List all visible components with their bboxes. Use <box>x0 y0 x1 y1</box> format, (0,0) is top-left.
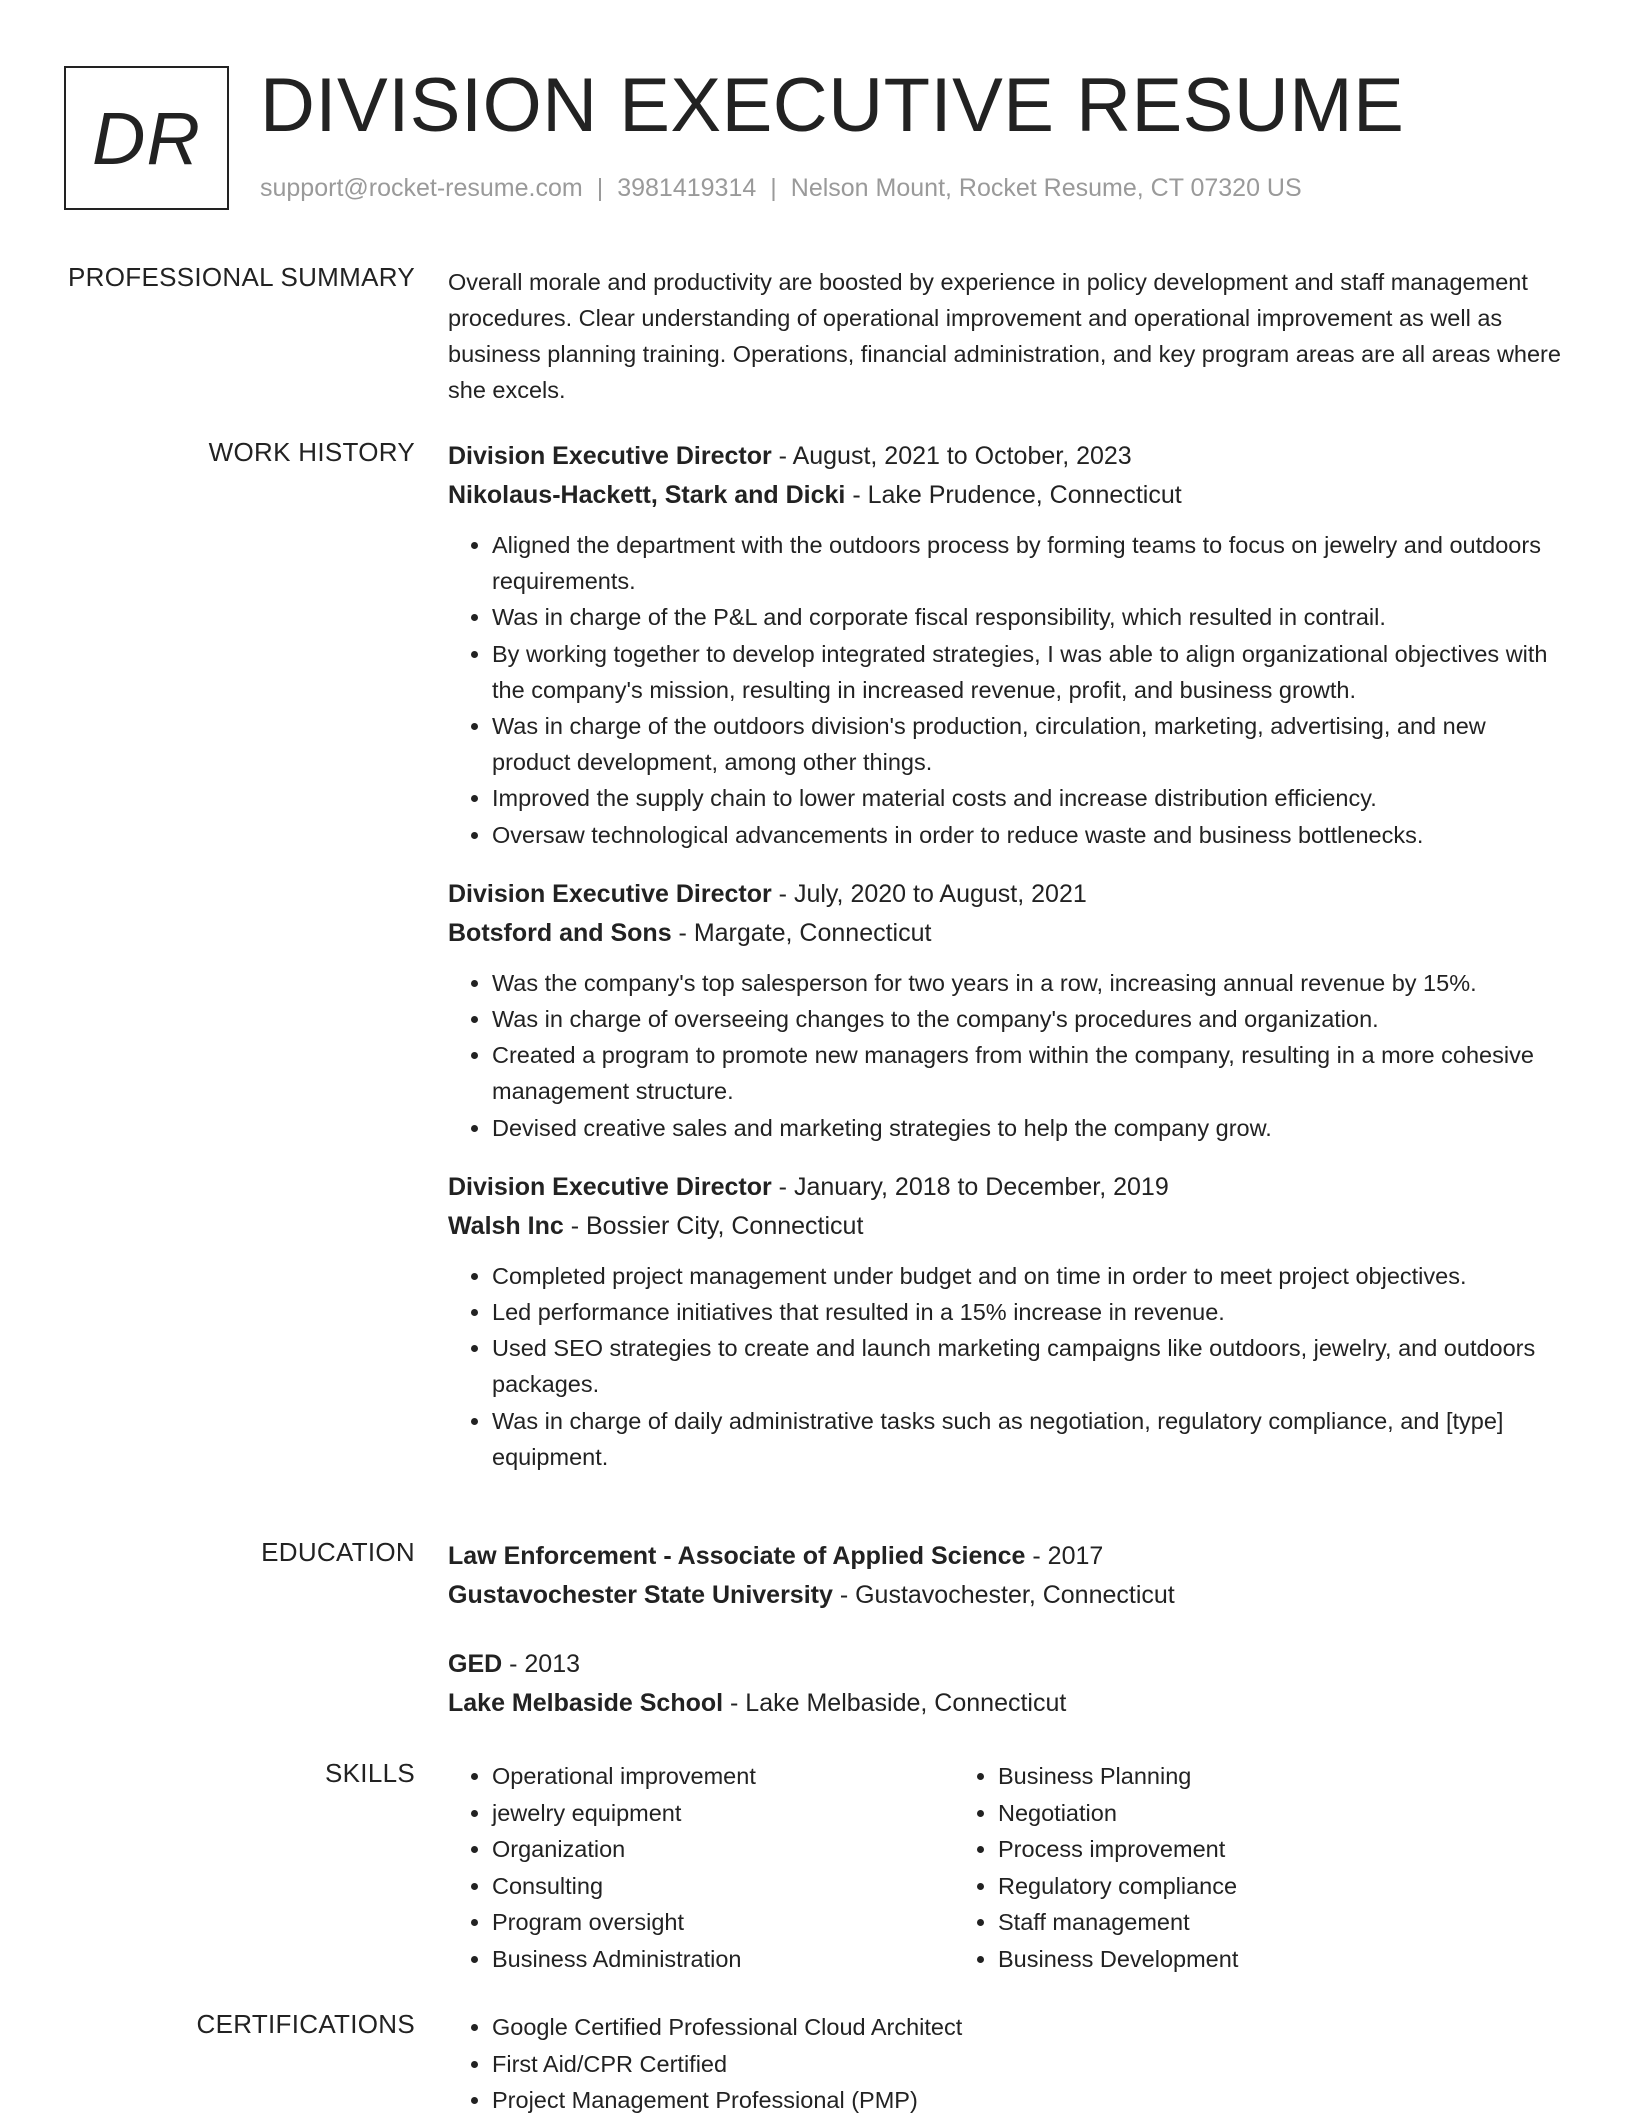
contact-separator: | <box>770 174 777 202</box>
job-location: - Bossier City, Connecticut <box>563 1211 864 1240</box>
job-bullet: • By working together to develop integrated strategies, I was able to align organizational objectives with the company's mission, resulting in increased revenue, profit, and business growth. <box>492 636 1568 708</box>
certification-item: • Google Certified Professional Cloud Architect <box>492 2009 1568 2046</box>
summary-text: Overall morale and productivity are boosted by experience in policy development and staff management procedures. Clear understanding of operational improvement and operational improvement as well as business planning training. Operations, financial administration, and key program areas are all areas where she excels. <box>448 269 1561 403</box>
job-bullet: • Used SEO strategies to create and launch marketing campaigns like outdoors, jewelry, and outdoors packages. <box>492 1330 1568 1402</box>
job-company: Botsford and Sons <box>448 918 672 947</box>
section-label-education: EDUCATION <box>261 1537 415 1567</box>
job-dates: - July, 2020 to August, 2021 <box>771 879 1087 908</box>
education-degree: GED <box>448 1650 503 1678</box>
certifications-body <box>448 2009 1568 2119</box>
job-bullet: • Was in charge of the P&L and corporate fiscal responsibility, which resulted in contrail. <box>492 599 1568 635</box>
job-entry <box>448 875 1568 1146</box>
education-location: - Gustavochester, Connecticut <box>832 1581 1175 1609</box>
job-company-line <box>448 914 1568 953</box>
job-bullets <box>448 1258 1568 1475</box>
job-bullet: • Oversaw technological advancements in order to reduce waste and business bottlenecks. <box>492 817 1568 853</box>
summary-body <box>448 262 1568 408</box>
skill-item: • Process improvement <box>998 1831 1460 1868</box>
certifications-list <box>448 2009 1568 2119</box>
job-company-line <box>448 476 1568 515</box>
job-bullets <box>448 527 1568 853</box>
skills-list-left <box>448 1758 954 1977</box>
job-entry <box>448 1168 1568 1475</box>
job-bullet: • Created a program to promote new managers from within the company, resulting in a more cohesive management structure. <box>492 1037 1568 1109</box>
education-location: - Lake Melbaside, Connecticut <box>723 1689 1067 1717</box>
education-body <box>448 1537 1568 1753</box>
section-label-summary: PROFESSIONAL SUMMARY <box>68 262 415 292</box>
contact-line <box>260 174 1302 203</box>
job-dates: - January, 2018 to December, 2019 <box>771 1172 1169 1201</box>
skill-item: • Organization <box>492 1831 954 1868</box>
education-entry <box>448 1537 1568 1615</box>
education-degree-line <box>448 1645 1568 1684</box>
job-dates: - August, 2021 to October, 2023 <box>771 442 1132 470</box>
job-title: Division Executive Director <box>448 879 772 908</box>
contact-separator: | <box>596 174 604 202</box>
education-year: - 2013 <box>502 1650 581 1678</box>
job-location: - Margate, Connecticut <box>671 918 932 947</box>
skill-item: • Operational improvement <box>492 1758 954 1795</box>
job-title-line <box>448 1168 1568 1207</box>
education-school: Lake Melbaside School <box>448 1689 724 1717</box>
job-bullet: • Aligned the department with the outdoors process by forming teams to focus on jewelry and outdoors requirements. <box>492 527 1568 599</box>
section-label-skills: SKILLS <box>325 1758 415 1788</box>
skill-item: • Business Planning <box>998 1758 1460 1795</box>
job-company-line <box>448 1207 1568 1246</box>
job-location: - Lake Prudence, Connecticut <box>845 481 1182 509</box>
job-title: Division Executive Director <box>448 442 772 470</box>
skills-body <box>448 1758 1568 1977</box>
contact-phone: 3981419314 <box>617 174 757 202</box>
job-company: Nikolaus-Hackett, Stark and Dicki <box>448 481 846 509</box>
job-bullet: • Was in charge of daily administrative tasks such as negotiation, regulatory compliance, and [type] equipment. <box>492 1403 1568 1475</box>
job-bullet: • Was in charge of overseeing changes to the company's procedures and organization. <box>492 1001 1568 1037</box>
education-degree-line <box>448 1537 1568 1576</box>
job-bullet: • Was in charge of the outdoors division's production, circulation, marketing, advertising, and new product development, among other things. <box>492 708 1568 780</box>
work-history-body <box>448 437 1568 1497</box>
skill-item: • Regulatory compliance <box>998 1868 1460 1905</box>
job-bullet: • Devised creative sales and marketing strategies to help the company grow. <box>492 1110 1568 1146</box>
section-label-certifications: CERTIFICATIONS <box>196 2009 415 2039</box>
skill-item: • Business Development <box>998 1941 1460 1978</box>
education-school-line <box>448 1684 1568 1723</box>
contact-email: support@rocket-resume.com <box>260 174 583 202</box>
skill-item: • Consulting <box>492 1868 954 1905</box>
resume-title: DIVISION EXECUTIVE RESUME <box>260 63 1405 148</box>
education-school-line <box>448 1576 1568 1615</box>
contact-address: Nelson Mount, Rocket Resume, CT 07320 US <box>790 174 1302 202</box>
job-bullet: • Was the company's top salesperson for two years in a row, increasing annual revenue by 15%. <box>492 965 1568 1001</box>
job-title: Division Executive Director <box>448 1172 772 1201</box>
section-label-work-history: WORK HISTORY <box>208 437 415 467</box>
skill-item: • Program oversight <box>492 1904 954 1941</box>
job-bullets <box>448 965 1568 1146</box>
education-degree: Law Enforcement - Associate of Applied Science <box>448 1542 1026 1570</box>
skill-item: • Negotiation <box>998 1795 1460 1832</box>
education-entry <box>448 1645 1568 1723</box>
monogram-logo: DR <box>64 66 229 210</box>
job-title-line <box>448 875 1568 914</box>
job-company: Walsh Inc <box>448 1211 564 1240</box>
job-entry <box>448 437 1568 853</box>
education-school: Gustavochester State University <box>448 1581 833 1609</box>
certification-item: • Project Management Professional (PMP) <box>492 2082 1568 2119</box>
resume-header <box>64 63 1564 216</box>
skills-list-right <box>954 1758 1460 1977</box>
skill-item: • jewelry equipment <box>492 1795 954 1832</box>
job-bullet: • Led performance initiatives that resulted in a 15% increase in revenue. <box>492 1294 1568 1330</box>
education-year: - 2017 <box>1025 1542 1104 1570</box>
skills-columns <box>448 1758 1568 1977</box>
job-bullet: • Completed project management under budget and on time in order to meet project objectives. <box>492 1258 1568 1294</box>
certification-item: • First Aid/CPR Certified <box>492 2046 1568 2083</box>
job-bullet: • Improved the supply chain to lower material costs and increase distribution efficiency. <box>492 780 1568 816</box>
job-title-line <box>448 437 1568 476</box>
skill-item: • Staff management <box>998 1904 1460 1941</box>
skill-item: • Business Administration <box>492 1941 954 1978</box>
